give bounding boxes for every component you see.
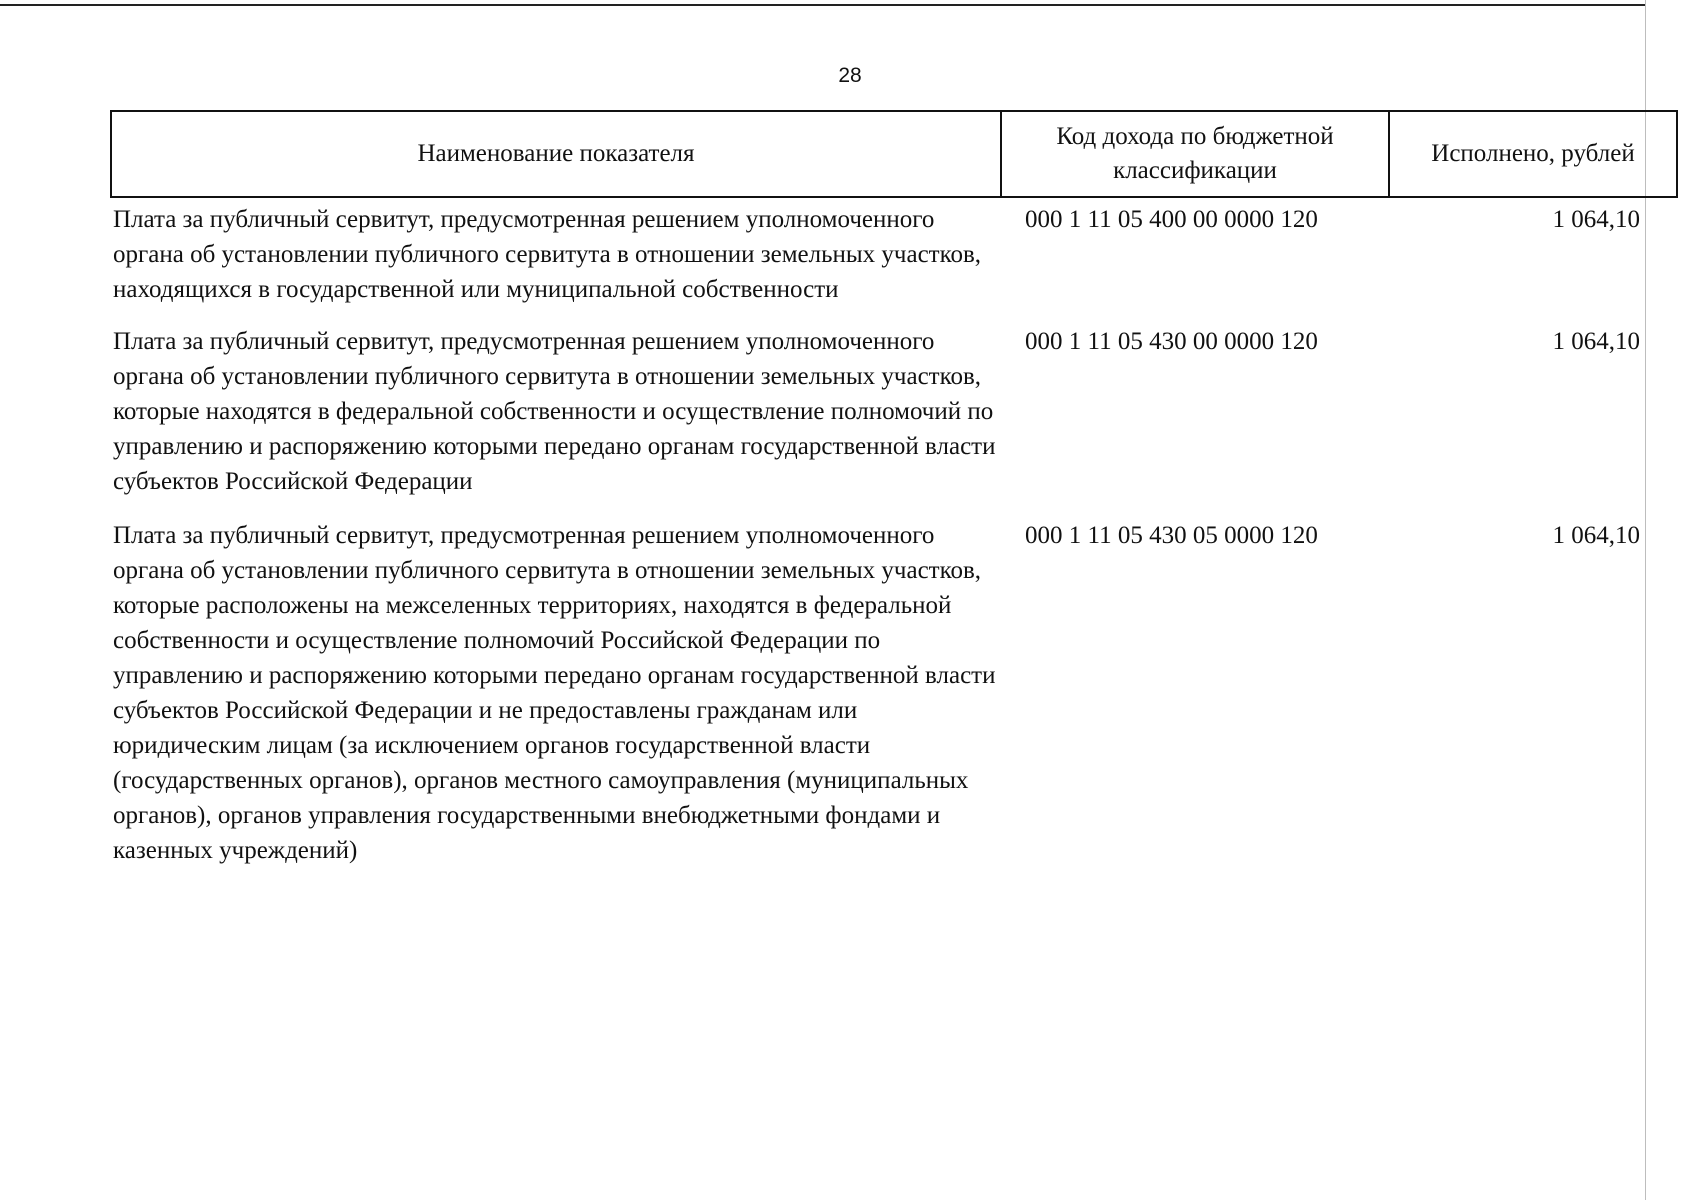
row-executed: 1 064,10 xyxy=(1552,328,1640,355)
row-code: 000 1 11 05 400 00 0000 120 xyxy=(1025,206,1318,233)
page-number: 28 xyxy=(838,64,862,87)
row-name: Плата за публичный сервитут, предусмотренная решением уполномоченного органа об установлении публичного сервитута в отношении земельных участков, находящихся в государственной или муниципальной собственности xyxy=(113,206,982,303)
row-name: Плата за публичный сервитут, предусмотренная решением уполномоченного органа об установлении публичного сервитута в отношении земельных участков, которые расположены на межселенных территориях, находятся в федеральной собственности и осуществление полномочий Российской Федерации по управлению и распоряжению которыми передано органам государственной власти субъектов Российской Федерации и не предоставлены гражданам или юридическим лицам (за исключением органов государственной власти (государственных органов), органов местного самоуправления (муниципальных органов), органов управления государственными внебюджетными фондами и казенных учреждений) xyxy=(113,522,996,864)
row-code: 000 1 11 05 430 00 0000 120 xyxy=(1025,328,1318,355)
header-code: Код дохода по бюджетной классификации xyxy=(1000,112,1388,196)
table-header xyxy=(110,110,1678,198)
table-row xyxy=(110,202,1680,307)
top-border-line xyxy=(0,4,1645,6)
row-executed: 1 064,10 xyxy=(1552,206,1640,233)
header-executed: Исполнено, рублей xyxy=(1388,112,1676,196)
header-name: Наименование показателя xyxy=(417,140,695,167)
row-code: 000 1 11 05 430 05 0000 120 xyxy=(1025,522,1318,549)
row-executed: 1 064,10 xyxy=(1552,522,1640,549)
row-name: Плата за публичный сервитут, предусмотренная решением уполномоченного органа об установлении публичного сервитута в отношении земельных участков, которые находятся в федеральной собственности и осуществление полномочий по управлению и распоряжению которыми передано органам государственной власти субъектов Российской Федерации xyxy=(113,328,996,495)
table-row xyxy=(110,324,1680,499)
revenue-table xyxy=(110,110,1680,868)
table-row xyxy=(110,518,1680,868)
